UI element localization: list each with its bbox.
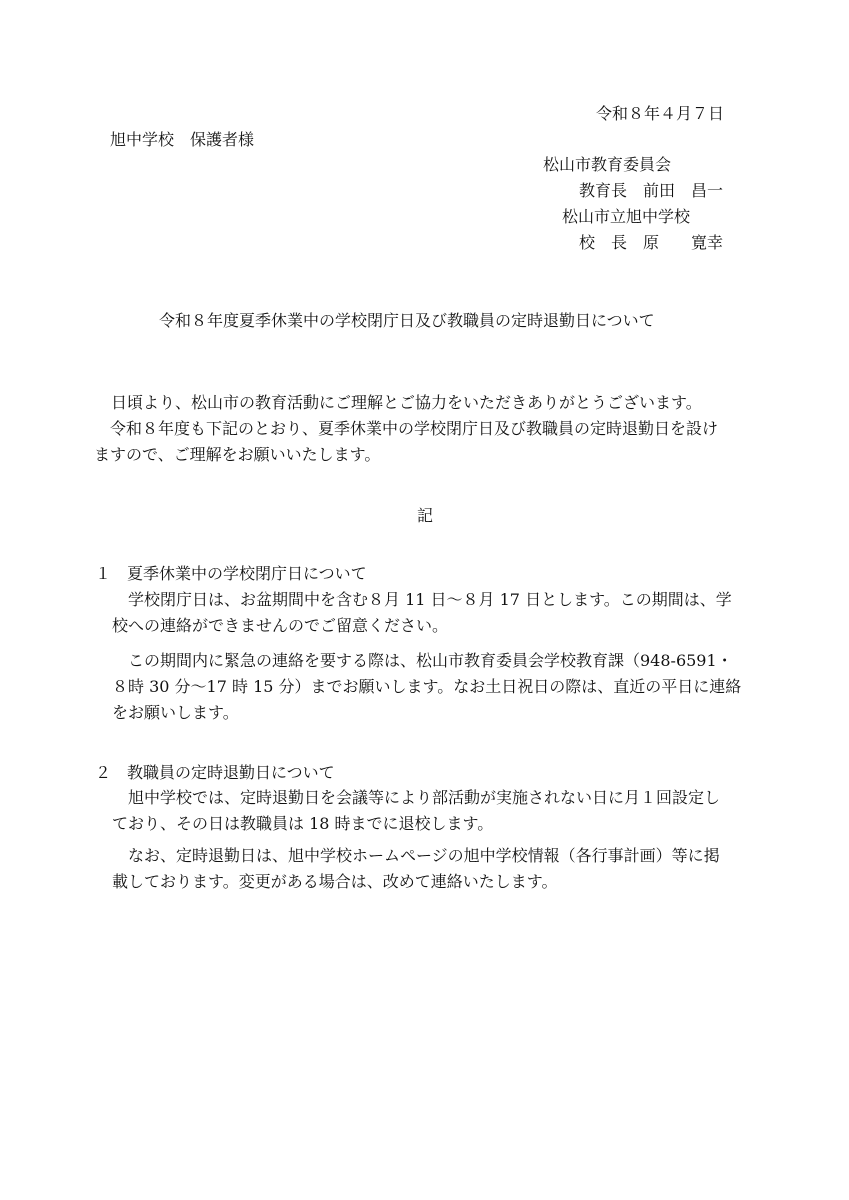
section-1-line-1: 学校閉庁日は、お盆期間中を含む８月 11 日～８月 17 日とします。この期間は、学 [128, 590, 732, 609]
document-date: 令和８年４月７日 [596, 104, 725, 123]
ki-marker: 記 [417, 506, 434, 525]
section-2-line-4: 載しております。変更がある場合は、改めて連絡いたします。 [112, 872, 558, 891]
section-1-heading: １ 夏季休業中の学校閉庁日について [95, 564, 367, 583]
intro-line-1: 日頃より、松山市の教育活動にご理解とご協力をいただきありがとうございます。 [111, 393, 702, 412]
section-2-line-3: なお、定時退勤日は、旭中学校ホームページの旭中学校情報（各行事計画）等に掲 [128, 846, 720, 865]
intro-line-3: ますので、ご理解をお願いいたします。 [94, 445, 381, 464]
section-1-line-5: をお願いします。 [112, 703, 239, 722]
document-title: 令和８年度夏季休業中の学校閉庁日及び教職員の定時退勤日について [159, 311, 655, 330]
section-2-heading: ２ 教職員の定時退勤日について [95, 763, 335, 782]
section-1-line-3: この期間内に緊急の連絡を要する際は、松山市教育委員会学校教育課（948-6591・ [128, 651, 733, 670]
sender-org: 松山市教育委員会 [543, 155, 672, 174]
section-1-line-2: 校への連絡ができませんのでご留意ください。 [112, 616, 449, 635]
sender-superintendent: 教育長 前田 昌一 [579, 181, 724, 200]
sender-principal: 校 長 原 寛幸 [579, 233, 724, 252]
section-2-line-1: 旭中学校では、定時退勤日を会議等により部活動が実施されない日に月１回設定し [128, 788, 721, 807]
section-1-line-4: ８時 30 分～17 時 15 分）までお願いします。なお土日祝日の際は、直近の平日に連絡 [112, 677, 742, 696]
sender-school: 松山市立旭中学校 [562, 207, 691, 226]
section-2-line-2: ており、その日は教職員は 18 時までに退校します。 [112, 814, 494, 833]
recipient-line: 旭中学校 保護者様 [110, 130, 255, 149]
intro-line-2: 令和８年度も下記のとおり、夏季休業中の学校閉庁日及び教職員の定時退勤日を設け [110, 419, 719, 438]
